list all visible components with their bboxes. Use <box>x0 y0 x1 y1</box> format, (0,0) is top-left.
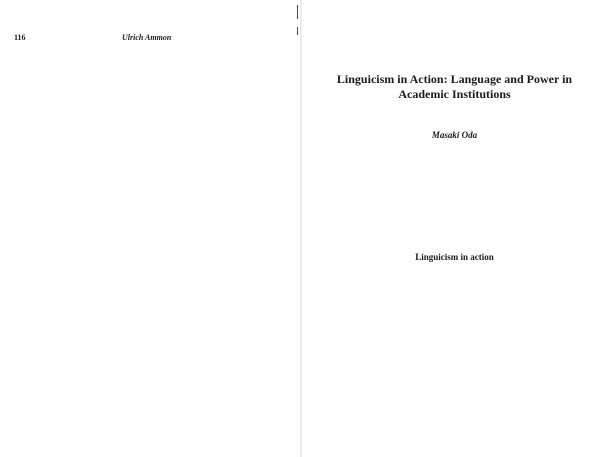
gutter-mark <box>297 27 298 35</box>
running-head: Ulrich Ammon <box>122 33 172 42</box>
section-heading: Linguicism in action <box>415 252 494 262</box>
author-name: Masaki Oda <box>431 130 478 140</box>
right-page <box>302 0 600 457</box>
gutter-mark <box>297 5 298 19</box>
chapter-title: Linguicism in Action: Language and Power in Academic Institutions <box>336 72 573 101</box>
page-number: 116 <box>14 33 26 42</box>
